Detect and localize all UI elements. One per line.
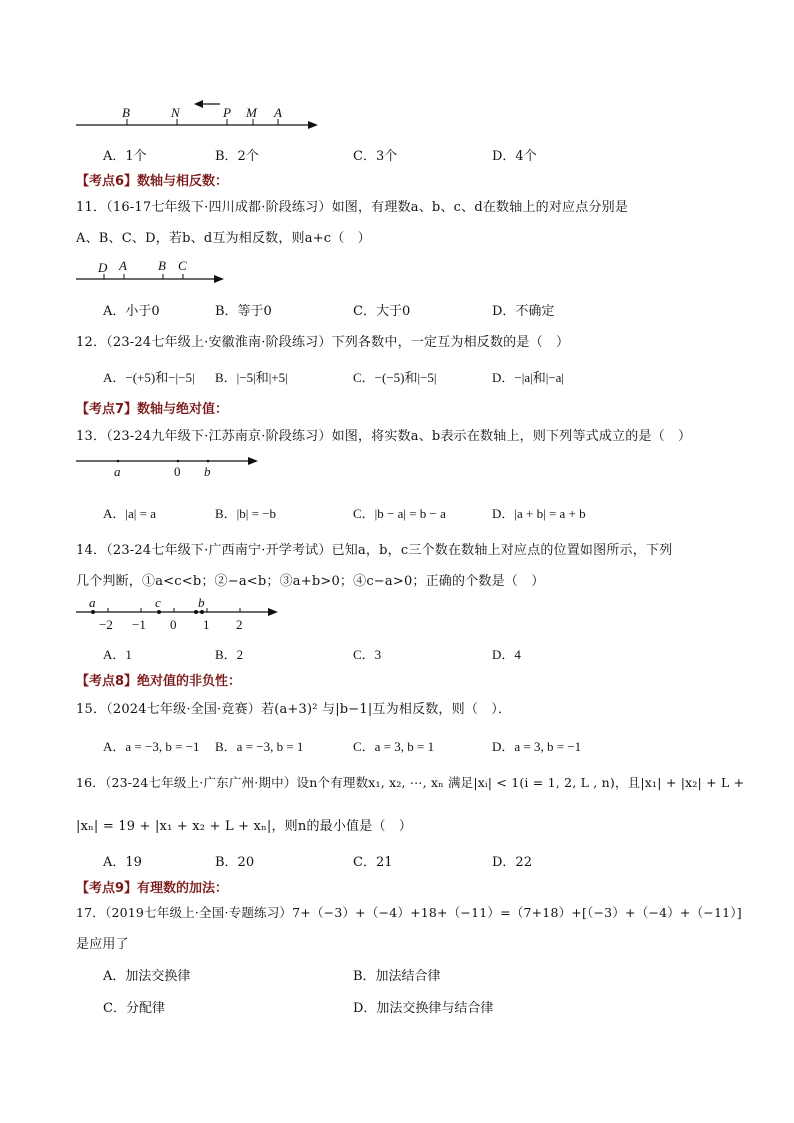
point-label-c: c bbox=[155, 595, 161, 610]
q16-option-c[interactable]: C．21 bbox=[353, 855, 393, 870]
q14-option-a[interactable]: A．1 bbox=[103, 647, 132, 662]
q12-option-b[interactable]: B．|−5|和|+5| bbox=[215, 370, 288, 385]
direction-arrow-head bbox=[194, 100, 203, 108]
tick-label-neg1: −1 bbox=[132, 617, 146, 632]
point-label-A: A bbox=[274, 105, 282, 120]
number-line-q11 bbox=[0, 250, 794, 290]
q15-option-b[interactable]: B．a = −3, b = 1 bbox=[215, 739, 304, 754]
point-label-B: B bbox=[158, 258, 166, 273]
point-label-a: a bbox=[114, 464, 121, 479]
tick-label-neg2: −2 bbox=[99, 617, 113, 632]
q17-option-d[interactable]: D．加法交换律与结合律 bbox=[353, 1001, 494, 1016]
point-label-M: M bbox=[246, 105, 257, 120]
point-label-B: B bbox=[122, 105, 130, 120]
point-label-0: 0 bbox=[174, 464, 181, 479]
q10-option-b[interactable]: B．2个 bbox=[215, 149, 259, 164]
q15-text: 15．（2024七年级·全国·竞赛）若(a+3)² 与|b−1|互为相反数，则（ ）． bbox=[76, 702, 512, 717]
q12-option-d[interactable]: D．−|a|和|−a| bbox=[492, 370, 565, 385]
q13-option-a[interactable]: A．|a| = a bbox=[103, 506, 156, 521]
q10-option-c[interactable]: C．3个 bbox=[353, 149, 398, 164]
q17-option-a[interactable]: A．加法交换律 bbox=[103, 969, 191, 984]
number-line-q14 bbox=[0, 592, 794, 636]
q11-option-c[interactable]: C．大于0 bbox=[353, 304, 411, 319]
point-label-P: P bbox=[223, 105, 231, 120]
point-label-b: b bbox=[204, 464, 211, 479]
q11-text-line2: A、B、C、D，若b、d互为相反数，则a+c（ ） bbox=[76, 231, 371, 246]
q16-option-b[interactable]: B．20 bbox=[215, 855, 255, 870]
section-heading-kd9: 【考点9】有理数的加法： bbox=[76, 881, 229, 896]
axis-arrow bbox=[308, 121, 318, 129]
tick-label-0: 0 bbox=[170, 617, 177, 632]
point-label-A: A bbox=[119, 258, 127, 273]
tick-label-2: 2 bbox=[236, 617, 243, 632]
point-label-C: C bbox=[178, 258, 187, 273]
q16-text-line1: 16．（23-24七年级上·广东广州·期中）设n个有理数x₁, x₂, ⋯, xₙ 满足|xᵢ| < 1(i = 1, 2, L , n)，且|x₁| + |x₂| + L + bbox=[76, 775, 745, 790]
q16-option-d[interactable]: D．22 bbox=[492, 855, 532, 870]
q12-option-a[interactable]: A．−(+5)和−|−5| bbox=[103, 370, 195, 385]
q13-option-d[interactable]: D．|a + b| = a + b bbox=[492, 506, 586, 521]
q14-option-b[interactable]: B．2 bbox=[215, 647, 244, 662]
q13-option-b[interactable]: B．|b| = −b bbox=[215, 506, 277, 521]
q12-option-c[interactable]: C．−(−5)和|−5| bbox=[353, 370, 437, 385]
point-label-a: a bbox=[89, 595, 96, 610]
q16-option-a[interactable]: A．19 bbox=[103, 855, 142, 870]
point-label-N: N bbox=[171, 105, 180, 120]
tick-label-1: 1 bbox=[203, 617, 210, 632]
q17-option-b[interactable]: B．加法结合律 bbox=[353, 969, 441, 984]
point-label-D: D bbox=[98, 260, 108, 275]
q15-option-a[interactable]: A．a = −3, b = −1 bbox=[103, 739, 200, 754]
q15-option-d[interactable]: D．a = 3, b = −1 bbox=[492, 739, 582, 754]
q13-option-c[interactable]: C．|b − a| = b − a bbox=[353, 506, 446, 521]
q14-text-line2: 几个判断，①a<c<b；②−a<b；③a+b>0；④c−a>0；正确的个数是（ ） bbox=[76, 574, 545, 589]
number-line-q10 bbox=[0, 0, 794, 140]
number-line-q13 bbox=[0, 448, 794, 484]
q14-text-line1: 14．（23-24七年级下·广西南宁·开学考试）已知a，b，c三个数在数轴上对应点的位置如图所示，下列 bbox=[76, 543, 673, 558]
q14-option-c[interactable]: C．3 bbox=[353, 647, 382, 662]
q17-option-c[interactable]: C．分配律 bbox=[103, 1001, 165, 1016]
section-heading-kd7: 【考点7】数轴与绝对值： bbox=[76, 402, 229, 417]
q17-text-line1: 17．（2019七年级上·全国·专题练习）7+（−3）+（−4）+18+（−11）=（7+18）+[（−3）+（−4）+（−11）] bbox=[76, 905, 742, 920]
q13-text: 13．（23-24九年级下·江苏南京·阶段练习）如图，将实数a、b表示在数轴上，则下列等式成立的是（ ） bbox=[76, 429, 692, 444]
q11-option-b[interactable]: B．等于0 bbox=[215, 304, 272, 319]
section-heading-kd6: 【考点6】数轴与相反数： bbox=[76, 174, 229, 189]
q16-text-line2: |xₙ| = 19 + |x₁ + x₂ + L + xₙ|，则n的最小值是（ ） bbox=[76, 819, 413, 834]
q12-text: 12．（23-24七年级上·安徽淮南·阶段练习）下列各数中，一定互为相反数的是（ ） bbox=[76, 335, 570, 350]
q11-text-line1: 11．（16-17七年级下·四川成都·阶段练习）如图，有理数a、b、c、d在数轴上的对应点分别是 bbox=[76, 200, 629, 215]
q14-option-d[interactable]: D．4 bbox=[492, 647, 521, 662]
q10-option-d[interactable]: D．4个 bbox=[492, 149, 537, 164]
q11-option-d[interactable]: D．不确定 bbox=[492, 304, 555, 319]
section-heading-kd8: 【考点8】绝对值的非负性： bbox=[76, 674, 242, 689]
q11-option-a[interactable]: A．小于0 bbox=[103, 304, 160, 319]
q10-option-a[interactable]: A．1个 bbox=[103, 149, 147, 164]
q15-option-c[interactable]: C．a = 3, b = 1 bbox=[353, 739, 435, 754]
point-label-b: b bbox=[198, 595, 205, 610]
q17-text-line2: 是应用了 bbox=[76, 937, 129, 952]
